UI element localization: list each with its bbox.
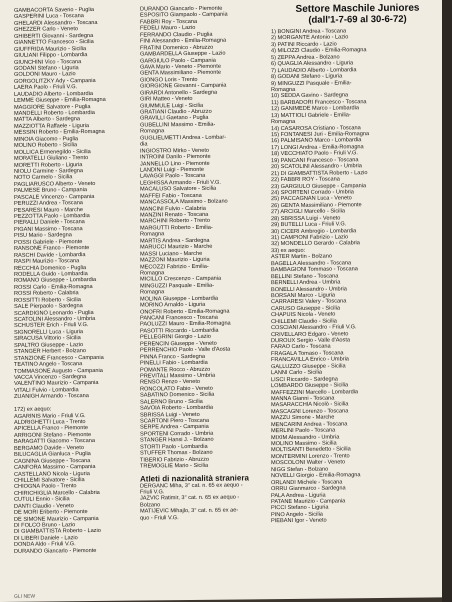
list-item: GORGOLITZKY Ady - Campania [14,77,96,85]
list-item: PASOTTI Riccardo - Lombardia [140,327,219,335]
list-item: 3) PATINI Riccardo - Lazio [271,41,337,49]
list-item: LANNI Carlo - Sicilia [271,369,322,377]
list-item: GASPERINI Luca - Toscana [14,13,84,21]
list-item: GUBELLINI Massimo - Emilia- [140,121,216,129]
list-item: GIONGO Loris - Trento [140,76,198,84]
list-item: DE MORI Eriberto - Piemonte [14,509,88,516]
list-item: RODELLA Guido - Lombardia [14,271,88,278]
list-item: 17) LONGI Andrea - Emilia-Romagna [271,144,364,152]
list-item: GIUMMULE Luigi - Sicilia [140,102,204,110]
list-item: VACCA Vincenzo - Sardegna [14,374,87,381]
list-item: SPORTENI Corrado - Umbria [140,430,214,438]
list-item: RENSO Renzo - Veneto [140,379,201,386]
list-item: GIRARDI Antonello - Sardegna [140,89,218,97]
list-item: MONTERMINI Lorenzo - Trento [271,453,350,461]
list-item: 22) FABBRI ROY - Toscana [271,176,340,184]
list-item: ROSSI Roberto - Calabria [14,290,79,298]
list-item: CHIOGNA Paolo - Trento [14,483,77,491]
list-item: SIRACUSA Vittorio - Sicilia [14,335,81,343]
list-item: MAZZIOTTA Raffaele - Liguria [14,122,90,130]
list-item: dia [140,141,148,148]
list-item: 8) GODANI Stefano - Liguria [271,73,343,81]
list-item: MECOZZI Fabrizio - Emilia- [140,263,209,271]
list-item: quo - Friuli V.G. [140,514,179,522]
list-item: 26) GENTA Massimiliano - Piemonte [271,202,362,209]
list-item: DURANDO Giancarlo - Piemonte [140,5,223,13]
list-item: GIUNCHINI Vico - Toscana [14,58,82,66]
list-item: PIERALLI Daniele - Toscana [14,219,85,227]
list-item: GHIBERTI Giovanni - Sardegna [14,32,94,40]
list-item: BILUCAGLIA Gianluca - Puglia [14,451,91,459]
list-item: SPALTRO Giuseppe - Lazio [14,341,84,349]
list-item: Romagna [140,289,165,296]
list-item: CRIVELLARO Edgaro - Veneto [271,330,349,338]
list-item: MATTA Alberto - Sardegna [14,116,81,124]
list-item: SALERNO Bruno - Sicilia [140,398,203,406]
foreign-athletes-heading: Atleti di nazionalità straniera [140,472,249,484]
page-footer: GLI NEW [14,593,36,600]
list-item: 29) BUTELLI Luca - Friuli V.G. [271,221,347,229]
list-item: MAZZONI Maurizio - Liguria [140,256,210,264]
list-item: Bolzano [140,502,161,509]
list-item: MANDELLI Roberto - Lombardia [14,110,95,117]
list-item: MANZINI Renato - Toscana [140,211,209,219]
list-item: MIXIM Alessandro - Umbria [271,434,340,441]
list-item: SABATINO Domenico - Sicilia [140,392,215,399]
list-item: MINGUZZI Pasquale - Emilia- [140,282,214,290]
list-item: PICCI Stefano - Liguria [271,504,329,512]
list-item: GIUFFRIDA Maurizio - Sicilia [14,45,87,53]
list-item: FRANCAVILLA Enrico - Umbria [271,356,349,364]
list-item: 15) FONTANESI Juri - Emilia-Romagna [271,131,370,139]
list-item: PINO Angelo - Sicilia [271,511,323,518]
list-item: PREVITALI Massimo - Umbria [140,372,216,380]
list-item: PERRENCHIO Paolo - Valle d'Aosta [140,346,231,354]
list-item: MARUCCI Maurizio - Marche [140,243,213,251]
list-item: CHIRICHIGLIA Marcello - Calabria [14,489,100,497]
list-item: BAMBAGIONI Tommaso - Toscana [271,266,358,274]
list-item: MAFFEZZINI Marcello - Lombardia [271,388,359,396]
list-item: BORSANI Marco - Liguria [271,292,336,300]
column-1 [14,7,134,555]
list-item: MOLTISANTI Benedetto - Sicilia [271,446,351,454]
list-item: SCARDIGNO Leonardo - Puglia [14,309,94,317]
list-item: MANCASSOLA Massimo - Bolzano [140,198,228,206]
list-item: PINELLI Fabio - Lombardia [140,359,208,367]
list-item: MORATELLI Giuliano - Trento [14,155,89,162]
list-item: 1) BONGINI Andrea - Toscana [271,28,347,36]
list-item: CHILLEMI Salvatore - Sicilia [14,477,85,484]
list-item: 31) CAMPIONI Fabrizio - Lazio [271,234,349,242]
list-item: GALLUZZO Giuseppe - Sicilia [271,363,346,370]
list-item: NIGG Stefan - Bolzano [271,466,329,473]
list-item: MORETTI Roberto - Liguria [14,161,83,169]
list-item: 2) MORGANTE Antonio - Lazio [271,34,349,42]
list-item: 12) GANIMEDE Marco - Lombardia [271,105,359,113]
page-edge-shadow [442,0,452,602]
list-item: DANTI Claudio - Veneto [14,502,74,510]
list-item: BARAGATTI Giacomo - Toscana [14,438,95,446]
list-item: ZUANIGH Armando - Toscana [14,393,89,401]
section-subtitle: (dall'1-7-69 al 30-6-72) [308,13,407,26]
list-item: RONCOLATO Fabio - Veneto [140,385,213,393]
list-item: PAOLUZZI Mauro - Emilia-Romagna [140,321,231,328]
list-item: PALMESE Bruno - Campania [14,187,87,195]
list-item: ORRU Gianmarco - Sardegna [271,485,346,493]
list-item: 23) GARGIULO Giuseppe - Campania [271,182,367,190]
list-item: MAFFEI Fabio - Toscana [140,192,202,200]
list-item: MASARACCHIA Nicolò - Sicilia [271,401,349,409]
list-item: LAUDADIO Alberto - Lombardia [14,90,93,98]
list-item: TIBERIO Fabrizio - Abruzzo [140,456,210,464]
list-item: 172) ex aequo: [14,406,52,413]
list-item: BELLINI Stefano - Toscana [271,273,339,280]
list-item: MORINO Arnaldo - Liguria [140,301,206,309]
list-item: Romagna [271,86,296,94]
list-item: 20) SCATOLINI Alessandro - Umbria [271,163,362,171]
list-item: CAGNINA Giuseppe - Toscana [14,457,91,465]
list-item: MATIJEVIC Mihajlo, 3° cat. n. 65 ex ae- [140,507,239,515]
list-item: GAMBACORTA Saverio - Puglia [14,7,94,14]
list-item: SAVOIA Roberto - Lombardia [140,404,213,412]
list-item: LAERA Paolo - Friuli V.G. [14,84,78,92]
list-item: DURANDO Giancarlo - Piemonte [14,547,97,555]
list-item: GIORGIONE Giovanni - Campania [140,82,227,90]
list-item: ROSSI Carlo - Emilia-Romagna [14,283,93,291]
list-item: FERRANDO Claudio - Puglia [140,31,213,39]
list-item: DONDA Aldo - Friuli V.G. [14,541,76,549]
list-item: FRATINI Domenico - Abruzzo [140,44,214,52]
list-item: 5) ZEPPA Andrea - Bolzano [271,54,340,61]
list-item: ALDRIGHETTI Luca - Trento [14,419,86,426]
list-item: SCATOLINI Alessandro - Umbria [14,316,96,323]
list-item: 25) PACCAGNAN Luca - Veneto [271,195,352,203]
list-item: PALA Andrea - Liguria [271,492,326,499]
list-item: PERENCIN Giuseppe - Veneto [140,340,217,348]
list-item: MINOIA Giacomo - Puglia [14,135,79,143]
list-item: 18) VECCHIATO Paolo - Friuli V.G. [271,150,358,158]
list-item: PANCANI Francesco - Toscana [140,314,218,322]
list-item: 19) PANCANI Francesco - Toscana [271,156,359,164]
list-item: MICILLO Crescenzo - Campania [140,276,222,283]
list-item: MANCINI Fulvio - Calabria [140,205,206,213]
list-item: GUGLIELMETTI Andrea - Lombar- [140,134,227,142]
list-item: Romagna [140,270,165,277]
list-item: NIOLU Carmine - Sardegna [14,168,84,175]
list-item: LEGHISSA Armando - Friuli V.G. [140,179,221,187]
list-item: INGIOSTRO Mirko - Veneto [140,147,210,155]
column-2 [140,5,264,521]
list-item: 9) MINGUZZI Pasquale - Emilia- [271,79,352,87]
list-item: SALE Pierpaolo - Sardegna [14,303,83,310]
list-item: GRATIANI Claudio - Abruzzo [140,108,212,116]
list-item: CHILLEMI Claudio - Sicilia [271,318,337,325]
list-item: GIANNETTO Francesco - Sicilia [14,39,94,47]
list-item: Friuli V.G. [140,489,165,496]
list-item: 4) MILOZZI Claudio - Emilia-Romagna [271,47,367,55]
list-item: INTROINI Danilo - Piemonte [140,153,211,161]
list-item: JANNELLO Lino - Piemonte [140,160,210,168]
list-item: 27) ARCIGLI Marcello - Sicilia [271,208,345,216]
list-item: FABBRI Roy - Toscana [140,18,198,26]
list-item: MESSINI Roberto - Emilia-Romagna [14,129,105,137]
list-item: ESPOSITO Giampaolo - Campania [140,12,228,19]
list-item: CARUSO Giuseppe - Sicilia [271,305,341,312]
list-item: DI GIAMBATTISTA Roberto - Lazio [14,528,101,536]
list-item: GHEZZER Carlo - Veneto [14,26,79,34]
list-item: CANFORA Massimo - Campania [14,464,96,471]
list-item: POSSI Gabriele - Piemonte [14,238,83,246]
list-item: PASCALE Vincenzo - Campania [14,193,95,201]
list-item: LAVAGGI Paolo - Toscana [140,173,206,180]
list-item: GHELARDI Alessandro - Toscana [14,19,98,27]
list-item: ORLANDI Michele - Toscana [271,479,343,486]
list-item: 21) DI GIAMBATTISTA Roberto - Lazio [271,169,368,177]
list-item: 10) SEDDA Gavino - Sardegna [271,92,349,100]
list-item: MARTIS Andrea - Sardegna [140,237,210,245]
list-item: PINNA Franco - Sardegna [140,353,205,361]
list-item: SIGNORELLI Luca - Liguria [14,329,84,336]
list-item: POMANTE Rocco - Abruzzo [140,366,211,374]
list-item: GRAVILLI Gaetano - Puglia [140,115,209,122]
list-item: FINI Alessandro - Emilia-Romagna [140,37,227,45]
list-item: STUFFER Thomas - Bolzano [140,449,213,457]
list-item: ONOFRI Roberto - Emilia-Romagna [140,308,230,316]
list-item: PATANE Maurizio - Campania [271,498,346,506]
list-item: GENTA Massimiliano - Piemonte [140,70,222,77]
list-item: GIULIANI Filippo - Lombardia [14,52,88,59]
list-item: Romagna [140,128,165,135]
list-item: SERPE Andrea - Campania [140,424,209,431]
list-item: MARCHINI Roberto - Trento [140,218,210,225]
list-item: 24) SPORTENI Corrado - Umbria [271,189,354,197]
list-item: NOTO Carmelo - Sicilia [14,174,73,182]
list-item: LEMME Giuseppe - Emilia-Romagna [14,97,106,104]
list-item: 30) CICERI Ambrogio - Lombardia [271,227,357,235]
list-item: 16) PALMISANO Marco - Lombardia [271,137,362,145]
list-item: CUTULI Ennio - Sicilia [14,496,70,504]
list-item: 13) MATTIOLI Gabriele - Emilia- [271,112,351,119]
list-item: MASSI Luciano - Marche [140,250,203,258]
list-item: PESARESI Mauro - Marche [14,206,84,214]
list-item: MOLINA Giuseppe - Lombardia [140,295,219,303]
list-item: CHAPUIS Nicola - Veneto [271,311,336,319]
list-item: PISU Mario - Sardegna [14,232,72,240]
list-item: BAGELLA Alessandro - Toscana [271,260,352,267]
list-item: MANNA Gianni - Toscana [271,395,335,403]
list-item: VALENTINO Maurizio - Campania [14,380,99,388]
list-item: CARRARESI Valery - Toscana [271,298,347,306]
list-item: GAMBARDELLA Giuseppe - Lazio [140,50,226,58]
list-item: RECCHIA Domenico - Puglia [14,264,87,272]
list-item: ROSSITTI Roberto - Sicilia [14,296,81,304]
list-item: COSCIANI Alessandro - Friuli V.G. [271,324,357,332]
list-item: VITALI Fulvio - Lombardia [14,386,79,394]
list-item: BERNELLI Andrea - Umbria [271,279,341,287]
list-item: MOLINO Massimo - Sicilia [271,440,337,448]
list-item: PIGANI Massimo - Toscana [14,226,83,233]
list-item: GOLDONI Mauro - Lazio [14,71,76,79]
list-item: GIRI Matteo - Veneto [140,96,193,103]
list-item: 28) SBRISSA Luigi - Veneto [271,215,341,222]
list-item: 7) LAUDADIO Alberto - Lombardia [271,66,357,74]
list-item: MACALUSO Salvatore - Sicilia [140,185,217,193]
list-item: LANDINI Luigi - Piemonte [140,166,205,174]
list-item: MARGUTTI Roberto - Emilia- [140,224,213,232]
list-item: MOLINO Roberto - Sicilia [14,142,78,150]
list-item: FARAO Carlo - Toscana [271,343,331,351]
list-item: BONELLI Alessandro - Umbria [271,285,347,293]
list-item: Romagna [271,119,296,126]
list-item: MOSCOLONI Walter - Veneto [271,459,346,467]
list-item: RANSONE Franco - Piemonte [14,245,90,253]
list-item: 14) CASAROSA Cristiano - Toscana [271,124,361,132]
list-item: SBRISSA Luigi - Veneto [140,411,200,419]
list-item: MAGGIORE Salvatore - Puglia [14,103,91,111]
list-item: 33) ex aequo: [271,247,306,255]
list-item: STORTI Paolo - Lombardia [140,443,208,451]
list-item: LISCI Riccardo - Sardegna [271,376,338,383]
list-item: CASTELLANO Nicola - Liguria [14,470,90,478]
list-item: STANGER Hansi J. - Bolzano [140,437,214,444]
list-item: MOLLICA Ermenegildo - Sicilia [14,148,91,156]
list-item: MENCARINI Andrea - Toscana [271,421,348,428]
list-item: GODANI Stefano - Liguria [14,65,79,72]
list-item: GAVA Mario - Veneto - Piemonte [140,63,221,71]
list-item: PELLEGRINI Giorgio - Lazio [140,334,211,341]
list-item: ASTER Martin - Bolzano [271,253,332,261]
list-item: ROMANO Giuseppe - Lombardia [14,277,97,285]
list-item: DE SIMONE Maurizio - Campania [14,515,99,523]
list-item: FEDELI Mauro - Lazio [140,25,196,32]
list-item: PEZZOTTA Paolo - Lombardia [14,213,90,220]
list-item: ARRIGONI Stefano - Piemonte [14,431,92,439]
list-item: PIEBANI Igor - Veneto [271,517,327,525]
list-item: TREMOGLIE Mario - Sicilia [140,462,209,470]
list-item: Romagna [140,231,165,238]
list-item: SCARTONI Piero - Toscana [140,417,210,425]
list-item: BERGAMO Davide - Veneto [14,444,84,452]
list-item: STANGER Herbert - Bolzano [14,348,87,356]
list-item: TEATINO Angelo - Toscana [14,361,83,368]
list-item: APICELLA Franco - Piemonte [14,425,88,433]
list-item: AGARINIS Mario - Friuli V.G. [14,412,86,420]
list-item: 11) BARBADORI Francesco - Toscana [271,98,367,106]
list-item: TOMMASONE Augusto - Campania [14,367,103,375]
list-item: DI FOLCO Bruno - Lazio [14,522,76,529]
list-item: PERUZZI Andrea - Toscana [14,200,83,207]
list-item: JAZVIC Ratimir, 3° cat. n. 65 ex aequo - [140,494,240,502]
list-item: DERGANC Miha, 3° cat. n. 65 ex aequo - [140,481,243,490]
list-item: GARGIULO Paolo - Campania [140,57,216,65]
list-item: RASCHI Davide - Lombardia [14,251,86,259]
list-item: SCHUSTER Erich - Friuli V.G. [14,322,89,330]
list-item: NOVELLI Giorgio - Emilia-Romagna [271,472,361,480]
list-item: MAZZU Simone - Marche [271,414,335,422]
list-item: 6) QUAGLIA Alessandro - Liguria [271,60,354,68]
list-item: DUROUX Sergio - Valle d'Aosta [271,337,350,345]
list-item: STANZIONE Francesco - Campania [14,354,104,362]
list-item: PAGLIARUSCO Alberto - Veneto [14,180,96,188]
list-item: RASPI Maurizio - Toscana [14,258,80,265]
list-item: MASCAGNI Lorenzo - Toscana [271,408,349,415]
list-item: LOMBARDO Giuseppe - Sicilia [271,382,349,390]
column-3 [271,27,441,524]
list-item: 32) MONDELLO Gerardo - Calabria [271,240,360,248]
section-title: Settore Maschile Juniores [295,2,420,15]
list-item: DI LIBERI Daniele - Lazio [14,535,78,542]
list-item: FRAGALA Tomaso - Toscana [271,350,344,358]
list-item: MERLINI Paolo - Toscana [271,427,336,435]
